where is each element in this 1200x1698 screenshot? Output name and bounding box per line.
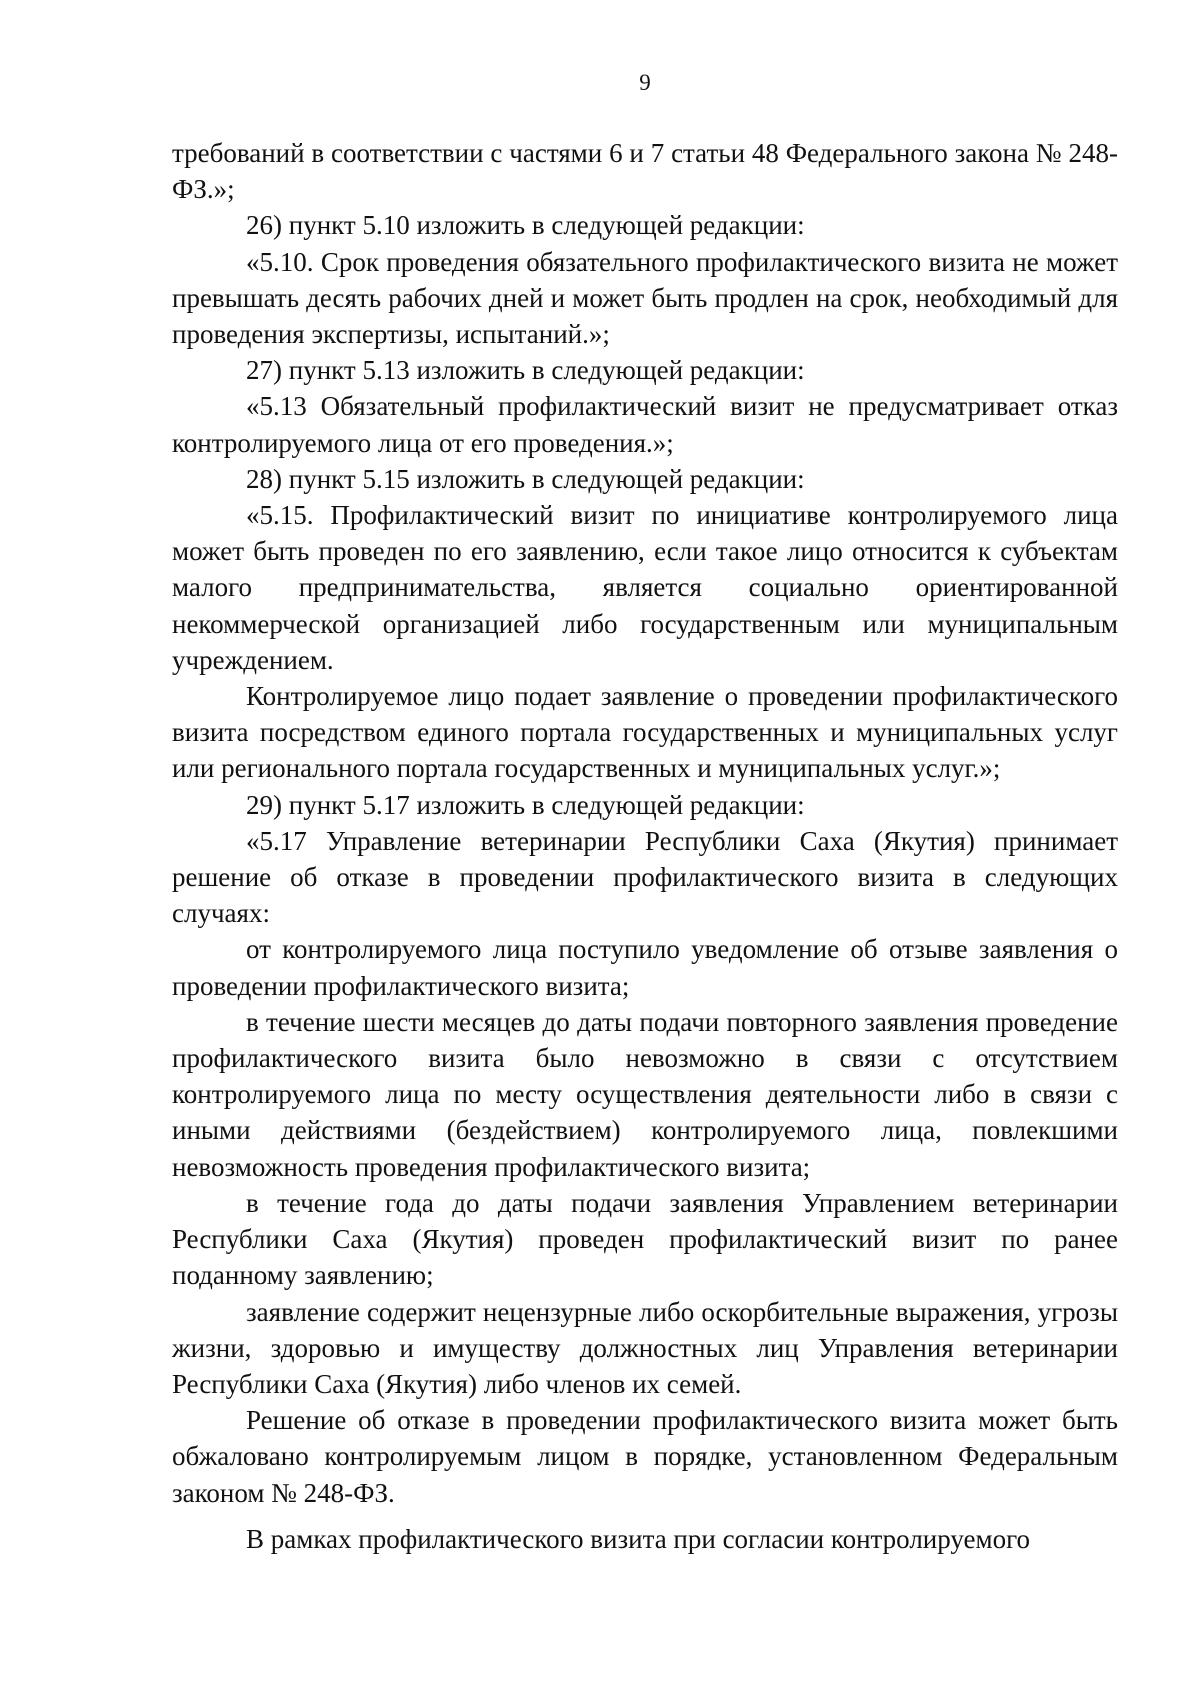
paragraph: 29) пункт 5.17 изложить в следующей редакции: — [246, 789, 805, 820]
paragraph: «5.13 Обязательный профилактический визит не предусматривает отказ контролируемого лица от его проведения.»; — [172, 391, 1118, 458]
paragraph: 27) пункт 5.13 изложить в следующей редакции: — [246, 355, 805, 386]
paragraph: в течение шести месяцев до даты подачи повторного заявления проведение профилактического визита было невозможно в связи с отсутствием контролируемого лица по месту осуществления деятельности либо в связи с иными действиями (бездействием) контролируемого лица, повлекшими невозможность проведения профилактического визита; — [172, 1006, 1118, 1182]
paragraph: 28) пункт 5.15 изложить в следующей редакции: — [246, 463, 805, 494]
paragraph: В рамках профилактического визита при согласии контролируемого — [246, 1523, 1031, 1554]
paragraph: требований в соответствии с частями 6 и 7 статьи 48 Федерального закона № 248-ФЗ.»; — [172, 138, 1118, 205]
paragraph: от контролируемого лица поступило уведомление об отзыве заявления о проведении профилактического визита; — [172, 934, 1118, 1001]
paragraph: «5.15. Профилактический визит по инициативе контролируемого лица может быть проведен по его заявлению, если такое лицо относится к субъектам малого предпринимательства, является социально ориентированной некоммерческой организацией либо государственным или муниципальным учреждением. — [172, 500, 1118, 675]
paragraph: «5.10. Срок проведения обязательного профилактического визита не может превышать десять рабочих дней и может быть продлен на срок, необходимый для проведения экспертизы, испытаний.»; — [172, 246, 1118, 350]
paragraph: Решение об отказе в проведении профилактического визита может быть обжаловано контролируемым лицом в порядке, установленном Федеральным законом № 248-ФЗ. — [172, 1405, 1118, 1508]
document-body — [172, 135, 1118, 1557]
paragraph: Контролируемое лицо подает заявление о проведении профилактического визита посредством единого портала государственных и муниципальных услуг или регионального портала государственных и муниципальных услуг.»; — [172, 681, 1118, 784]
paragraph: «5.17 Управление ветеринарии Республики Саха (Якутия) принимает решение об отказе в проведении профилактического визита в следующих случаях: — [172, 825, 1118, 929]
paragraph: в течение года до даты подачи заявления Управлением ветеринарии Республики Саха (Якутия) проведен профилактический визит по ранее поданному заявлению; — [172, 1187, 1118, 1291]
paragraph: 26) пункт 5.10 изложить в следующей редакции: — [246, 210, 805, 241]
page-number: 9 — [639, 70, 651, 95]
paragraph: заявление содержит нецензурные либо оскорбительные выражения, угрозы жизни, здоровью и имуществу должностных лиц Управления ветеринарии Республики Саха (Якутия) либо членов их семей. — [172, 1296, 1118, 1399]
